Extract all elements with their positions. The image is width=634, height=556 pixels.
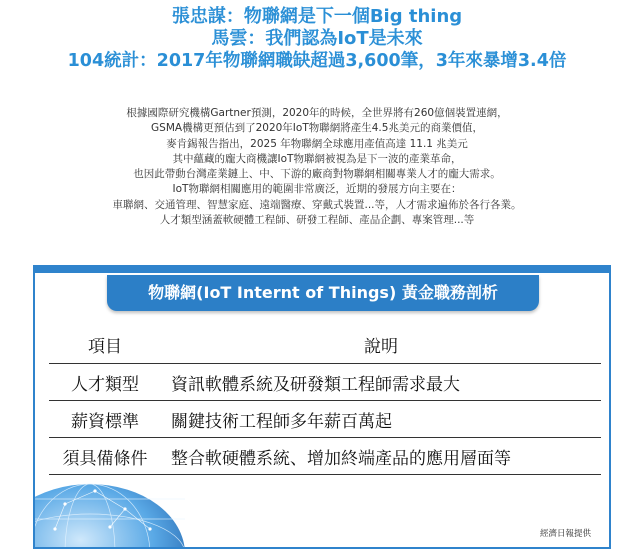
row-desc: 資訊軟體系統及研發類工程師需求最大 bbox=[161, 364, 601, 401]
intro-line: GSMA機構更預估到了2020年IoT物聯網將產生4.5兆美元的商業價值， bbox=[151, 122, 483, 135]
card-title: 物聯網(IoT Internt of Things) 黃金職務剖析 bbox=[107, 275, 539, 311]
headline-3: 104統計：2017年物聯網職缺超過3,600筆，3年來暴增3.4倍 bbox=[67, 51, 567, 71]
intro-line: 車聯網、交通管理、智慧家庭、遠端醫療、穿戴式裝置...等，人才需求遍佈於各行各業。 bbox=[112, 198, 522, 211]
row-item: 薪資標準 bbox=[49, 401, 161, 438]
headline-block bbox=[0, 6, 634, 72]
intro-line: 麥肯錫報告指出，2025 年物聯網全球應用產值高達 11.1 兆美元 bbox=[166, 137, 468, 150]
intro-line: IoT物聯網相關應用的範圍非常廣泛，近期的發展方向主要在： bbox=[172, 183, 462, 196]
intro-line: 人才類型涵蓋軟硬體工程師、研發工程師、產品企劃、專案管理...等 bbox=[159, 214, 475, 227]
row-item: 須具備條件 bbox=[49, 438, 161, 475]
source-credit: 經濟日報提供 bbox=[539, 529, 591, 539]
table-row bbox=[49, 438, 601, 475]
intro-line: 也因此帶動台灣產業鏈上、中、下游的廠商對物聯網相關專業人才的龐大需求。 bbox=[133, 168, 501, 181]
row-desc: 整合軟硬體系統、增加終端產品的應用層面等 bbox=[161, 438, 601, 475]
headline-1: 張忠謀：物聯網是下一個Big thing bbox=[171, 6, 463, 27]
job-analysis-card bbox=[33, 265, 611, 549]
row-item: 人才類型 bbox=[49, 364, 161, 401]
row-desc: 關鍵技術工程師多年薪百萬起 bbox=[161, 401, 601, 438]
table-row bbox=[49, 401, 601, 438]
header-desc: 說明 bbox=[161, 325, 601, 364]
intro-paragraph bbox=[40, 106, 594, 228]
job-analysis-table bbox=[49, 325, 601, 475]
intro-line: 根據國際研究機構Gartner預測，2020年的時候，全世界將有260億個裝置連網， bbox=[126, 107, 508, 119]
header-item: 項目 bbox=[49, 325, 161, 364]
headline-2: 馬雲：我們認為IoT是未來 bbox=[211, 28, 423, 49]
table-header-row bbox=[49, 325, 601, 364]
intro-line: 其中蘊藏的龐大商機讓IoT物聯網被視為是下一波的產業革命， bbox=[172, 152, 462, 165]
table-row bbox=[49, 364, 601, 401]
